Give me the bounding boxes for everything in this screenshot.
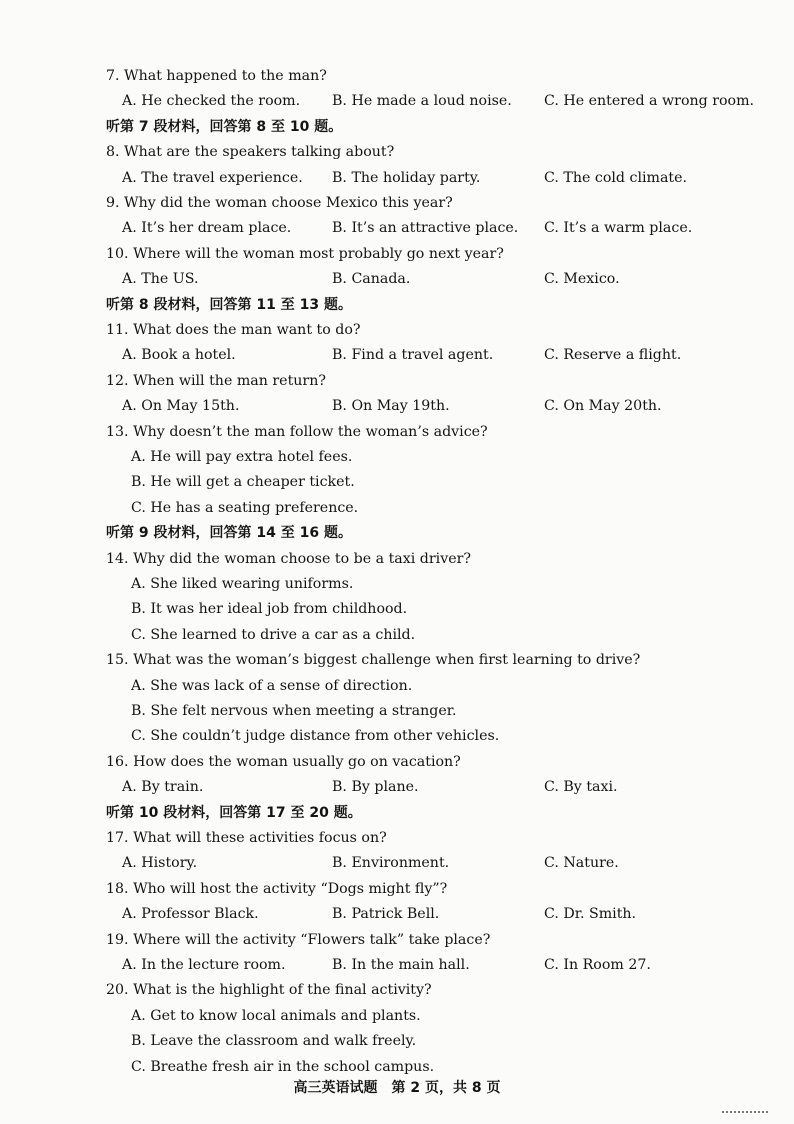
question bbox=[0, 649, 794, 671]
question-text: 16. How does the woman usually go on vacation? bbox=[106, 753, 461, 770]
option-line bbox=[0, 675, 794, 697]
option-a: A. History. bbox=[122, 855, 198, 872]
option-line bbox=[0, 725, 794, 747]
option-b: B. By plane. bbox=[332, 779, 419, 796]
option-b: B. The holiday party. bbox=[332, 169, 481, 186]
question-text: 10. Where will the woman most probably go next year? bbox=[106, 245, 504, 262]
option-text: B. Leave the classroom and walk freely. bbox=[131, 1033, 417, 1050]
option-text: B. He will get a cheaper ticket. bbox=[131, 474, 355, 491]
question bbox=[0, 751, 794, 773]
section-heading bbox=[0, 802, 794, 824]
option-row bbox=[0, 90, 794, 112]
option-text: B. She felt nervous when meeting a stranger. bbox=[131, 703, 457, 719]
option-text: A. He will pay extra hotel fees. bbox=[131, 449, 353, 465]
option-text: C. She learned to drive a car as a child. bbox=[131, 626, 416, 643]
question bbox=[0, 370, 794, 392]
option-line bbox=[0, 1005, 794, 1027]
option-b: B. Environment. bbox=[332, 855, 450, 872]
option-text: C. Breathe fresh air in the school campus. bbox=[131, 1058, 435, 1075]
option-a: A. Book a hotel. bbox=[122, 347, 236, 364]
option-a: A. The travel experience. bbox=[122, 169, 303, 186]
option-a: A. He checked the room. bbox=[122, 93, 301, 110]
question bbox=[0, 979, 794, 1001]
question-text: 7. What happened to the man? bbox=[106, 68, 327, 84]
option-row bbox=[0, 344, 794, 366]
question bbox=[0, 827, 794, 849]
option-row bbox=[0, 167, 794, 189]
option-c: C. Mexico. bbox=[544, 271, 620, 288]
section-heading bbox=[0, 116, 794, 138]
option-line bbox=[0, 471, 794, 493]
option-c: C. The cold climate. bbox=[544, 169, 688, 186]
question-text: 18. Who will host the activity “Dogs might fly”? bbox=[106, 880, 448, 897]
option-row bbox=[0, 903, 794, 925]
option-c: C. In Room 27. bbox=[544, 957, 651, 973]
question-text: 17. What will these activities focus on? bbox=[106, 830, 387, 846]
option-b: B. It’s an attractive place. bbox=[332, 220, 519, 237]
option-text: C. He has a seating preference. bbox=[131, 499, 359, 516]
option-a: A. It’s her dream place. bbox=[122, 220, 292, 237]
option-c: C. It’s a warm place. bbox=[544, 220, 693, 237]
question-text: 11. What does the man want to do? bbox=[106, 322, 361, 338]
section-heading-text: 听第 8 段材料，回答第 11 至 13 题。 bbox=[106, 296, 352, 313]
option-line bbox=[0, 573, 794, 595]
question bbox=[0, 192, 794, 214]
scan-mark bbox=[722, 1111, 768, 1113]
question-text: 9. Why did the woman choose Mexico this year? bbox=[106, 195, 453, 211]
question bbox=[0, 141, 794, 163]
section-heading-text: 听第 9 段材料，回答第 14 至 16 题。 bbox=[106, 525, 352, 542]
option-line bbox=[0, 1030, 794, 1052]
option-text: C. She couldn’t judge distance from other vehicles. bbox=[131, 728, 500, 745]
option-line bbox=[0, 1056, 794, 1078]
option-row bbox=[0, 954, 794, 976]
option-row bbox=[0, 217, 794, 239]
question-text: 12. When will the man return? bbox=[106, 372, 326, 389]
option-b: B. Find a travel agent. bbox=[332, 347, 494, 364]
option-c: C. Reserve a flight. bbox=[544, 347, 682, 364]
question bbox=[0, 421, 794, 443]
option-c: C. He entered a wrong room. bbox=[544, 93, 755, 110]
option-a: A. By train. bbox=[122, 779, 204, 796]
page-footer: 高三英语试题 第 2 页，共 8 页 bbox=[293, 1080, 501, 1096]
option-line bbox=[0, 497, 794, 519]
option-a: A. In the lecture room. bbox=[122, 957, 286, 973]
section-heading-text: 听第 10 段材料，回答第 17 至 20 题。 bbox=[106, 804, 362, 821]
option-c: C. Nature. bbox=[544, 855, 619, 872]
option-b: B. Canada. bbox=[332, 271, 411, 288]
option-a: A. Professor Black. bbox=[122, 906, 259, 923]
option-a: A. The US. bbox=[122, 271, 199, 288]
question bbox=[0, 878, 794, 900]
option-c: C. On May 20th. bbox=[544, 398, 662, 415]
section-heading-text: 听第 7 段材料，回答第 8 至 10 题。 bbox=[106, 118, 343, 135]
option-line bbox=[0, 624, 794, 646]
option-text: A. She liked wearing uniforms. bbox=[131, 576, 354, 592]
option-b: B. He made a loud noise. bbox=[332, 93, 512, 110]
option-b: B. On May 19th. bbox=[332, 398, 450, 415]
option-row bbox=[0, 852, 794, 874]
option-c: C. By taxi. bbox=[544, 779, 618, 796]
question bbox=[0, 929, 794, 951]
option-line bbox=[0, 700, 794, 722]
option-row bbox=[0, 395, 794, 417]
question bbox=[0, 65, 794, 87]
option-b: B. In the main hall. bbox=[332, 957, 470, 973]
option-a: A. On May 15th. bbox=[122, 398, 240, 415]
section-heading bbox=[0, 294, 794, 316]
question bbox=[0, 319, 794, 341]
question bbox=[0, 548, 794, 570]
question-text: 14. Why did the woman choose to be a taxi driver? bbox=[106, 550, 471, 567]
section-heading bbox=[0, 522, 794, 544]
question-text: 15. What was the woman’s biggest challenge when first learning to drive? bbox=[106, 652, 641, 669]
option-row bbox=[0, 776, 794, 798]
option-text: A. Get to know local animals and plants. bbox=[131, 1007, 421, 1024]
question-text: 20. What is the highlight of the final activity? bbox=[106, 982, 432, 999]
option-line bbox=[0, 598, 794, 620]
option-b: B. Patrick Bell. bbox=[332, 906, 440, 923]
question-text: 19. Where will the activity “Flowers talk” take place? bbox=[106, 931, 491, 948]
option-line bbox=[0, 446, 794, 468]
question-text: 13. Why doesn’t the man follow the woman’s advice? bbox=[106, 423, 488, 440]
option-text: B. It was her ideal job from childhood. bbox=[131, 601, 408, 618]
option-c: C. Dr. Smith. bbox=[544, 906, 637, 923]
question bbox=[0, 243, 794, 265]
option-text: A. She was lack of a sense of direction. bbox=[131, 677, 413, 694]
question-text: 8. What are the speakers talking about? bbox=[106, 144, 395, 161]
option-row bbox=[0, 268, 794, 290]
